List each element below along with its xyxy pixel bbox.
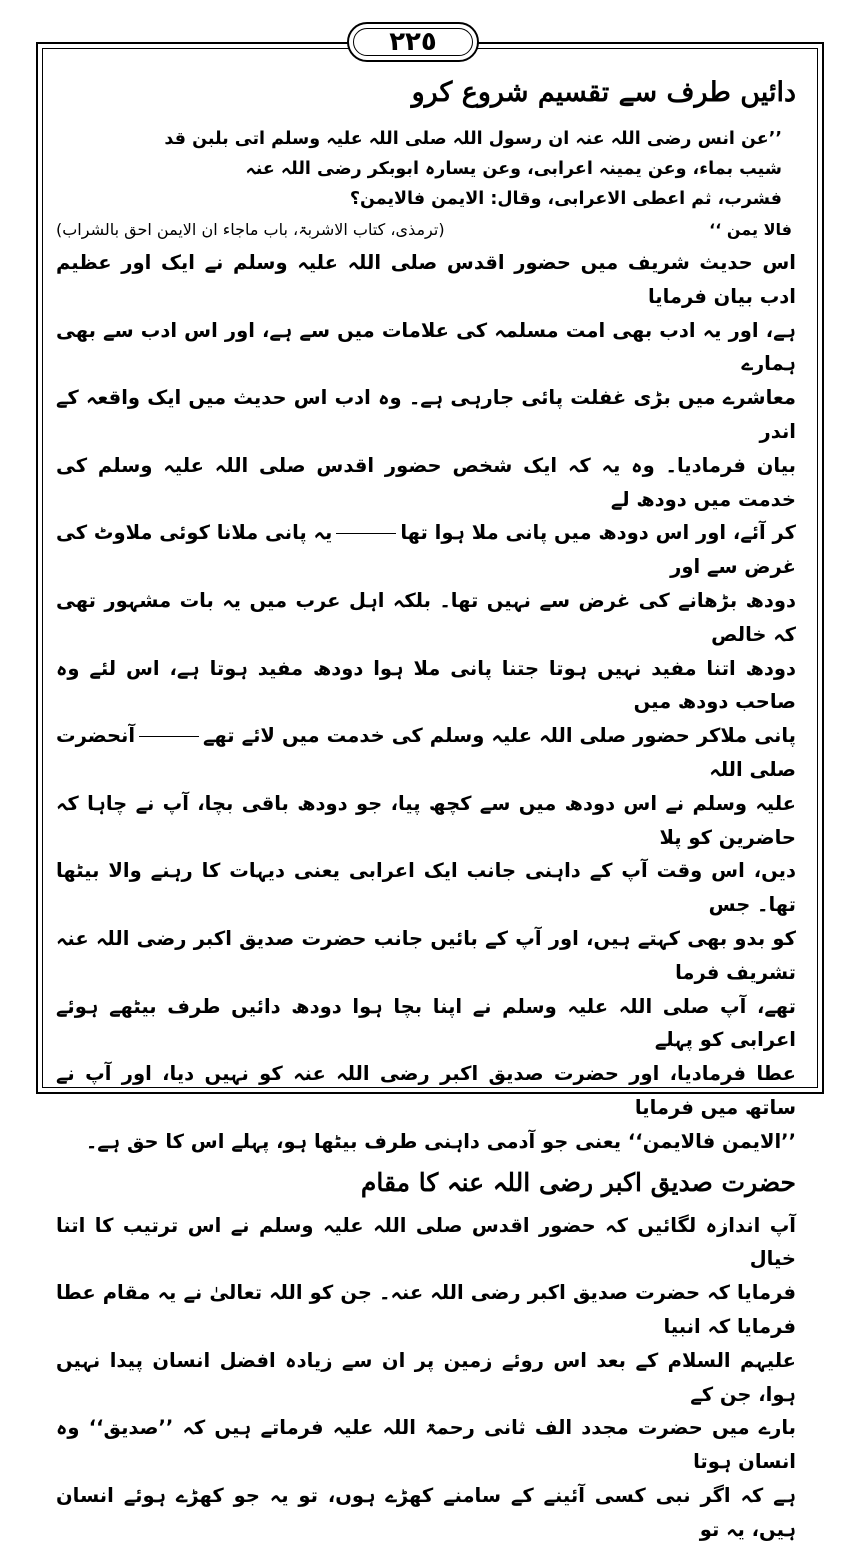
text-line: فرمایا کہ حضرت صدیق اکبر رضی اللہ عنہ۔ جن کو اللہ تعالیٰ نے یہ مقام عطا فرمایا کہ انبیا: [56, 1281, 796, 1338]
text-segment: یہ پانی ملانا کوئی ملاوٹ کی غرض سے اور: [56, 521, 796, 579]
text-line: تھے، آپ صلی اللہ علیہ وسلم نے اپنا بچا ہوا دودھ دائیں طرف بیٹھے ہوئے اعرابی کو پہلے: [56, 994, 796, 1052]
text-line: معاشرے میں بڑی غفلت پائی جارہی ہے۔ وہ ادب اس حدیث میں ایک واقعہ کے اندر: [56, 386, 796, 443]
hadith-text: [56, 124, 782, 214]
text-segment: کر آئے، اور اس دودھ میں پانی ملا ہوا تھا: [400, 521, 796, 545]
hadith-reference: (ترمذی، کتاب الاشربۃ، باب ماجاء ان الایمن احق بالشراب): [56, 220, 445, 239]
text-line: دودھ اتنا مفید نہیں ہوتا جتنا پانی ملا ہوا دودھ مفید ہوتا ہے، اس لئے وہ صاحب دودھ میں: [56, 656, 796, 714]
paragraph-1: [56, 246, 796, 1159]
text-line: ’’الایمن فالایمن‘‘ یعنی جو آدمی داہنی طرف بیٹھا ہو، پہلے اس کا حق ہے۔: [85, 1129, 796, 1153]
section-subheading: حضرت صدیق اکبر رضی اللہ عنہ کا مقام: [360, 1167, 796, 1197]
text-line: علیہ وسلم نے اس دودھ میں سے کچھ پیا، جو دودھ باقی بچا، آپ نے چاہا کہ حاضرین کو پلا: [56, 791, 796, 849]
hadith-line: شیب بماء، وعن یمینہ اعرابی، وعن یسارہ ابوبکر رضی اللہ عنہ: [245, 159, 782, 179]
text-line: دیں، اس وقت آپ کے داہنی جانب ایک اعرابی یعنی دیہات کا رہنے والا بیٹھا تھا۔ جس: [56, 859, 796, 917]
text-line: بیان فرمادیا۔ وہ یہ کہ ایک شخص حضور اقدس صلی اللہ علیہ وسلم کی خدمت میں دودھ لے: [56, 453, 796, 511]
page-content: [56, 68, 796, 1546]
text-line: آپ اندازہ لگائیں کہ حضور اقدس صلی اللہ علیہ وسلم نے اس ترتیب کا اتنا خیال: [56, 1213, 796, 1271]
text-segment: پانی ملاکر حضور صلی اللہ علیہ وسلم کی خدمت میں لائے تھے: [203, 724, 796, 748]
text-line: دودھ بڑھانے کی غرض سے نہیں تھا۔ بلکہ اہل عرب میں یہ بات مشہور تھی کہ خالص: [56, 588, 796, 646]
text-line: بارے میں حضرت مجدد الف ثانی رحمۃ اللہ علیہ فرماتے ہیں کہ ’’صدیق‘‘ وہ انسان ہوتا: [56, 1416, 796, 1474]
text-line: عطا فرمادیا، اور حضرت صدیق اکبر رضی اللہ عنہ کو نہیں دیا، اور آپ نے ساتھ میں فرمایا: [56, 1062, 796, 1119]
text-line: ہے، اور یہ ادب بھی امت مسلمہ کی علامات میں سے ہے، اور اس ادب سے بھی ہمارے: [56, 318, 796, 376]
text-line: [56, 516, 796, 584]
dash-separator: [336, 533, 396, 534]
hadith-line: فشرب، ثم اعطی الاعرابی، وقال: الایمن فالایمن؟: [349, 189, 782, 209]
text-line: ہے کہ اگر نبی کسی آئینے کے سامنے کھڑے ہوں، تو یہ جو کھڑے ہوئے انسان ہیں، یہ تو: [56, 1483, 796, 1541]
text-line: [56, 719, 796, 787]
paragraph-2: [56, 1209, 796, 1546]
text-line: علیہم السلام کے بعد اس روئے زمین پر ان سے زیادہ افضل انسان پیدا نہیں ہوا، جن کے: [56, 1348, 796, 1406]
text-line: کو بدو بھی کہتے ہیں، اور آپ کے بائیں جانب حضرت صدیق اکبر رضی اللہ عنہ تشریف فرما: [56, 926, 796, 984]
hadith-line: ’’عن انس رضی اللہ عنہ ان رسول اللہ صلی اللہ علیہ وسلم اتی بلبن قد: [164, 129, 782, 149]
hadith-reference-line: [56, 214, 792, 246]
section-heading: دائیں طرف سے تقسیم شروع کرو: [411, 77, 796, 108]
page-number: ٢٢٥: [347, 22, 479, 62]
text-line: اس حدیث شریف میں حضور اقدس صلی اللہ علیہ وسلم نے ایک اور عظیم ادب بیان فرمایا: [56, 251, 796, 308]
dash-separator: [139, 736, 199, 737]
text-segment: آنحضرت صلی اللہ: [56, 724, 796, 781]
hadith-ending: فالا یمن ‘‘: [709, 220, 792, 239]
